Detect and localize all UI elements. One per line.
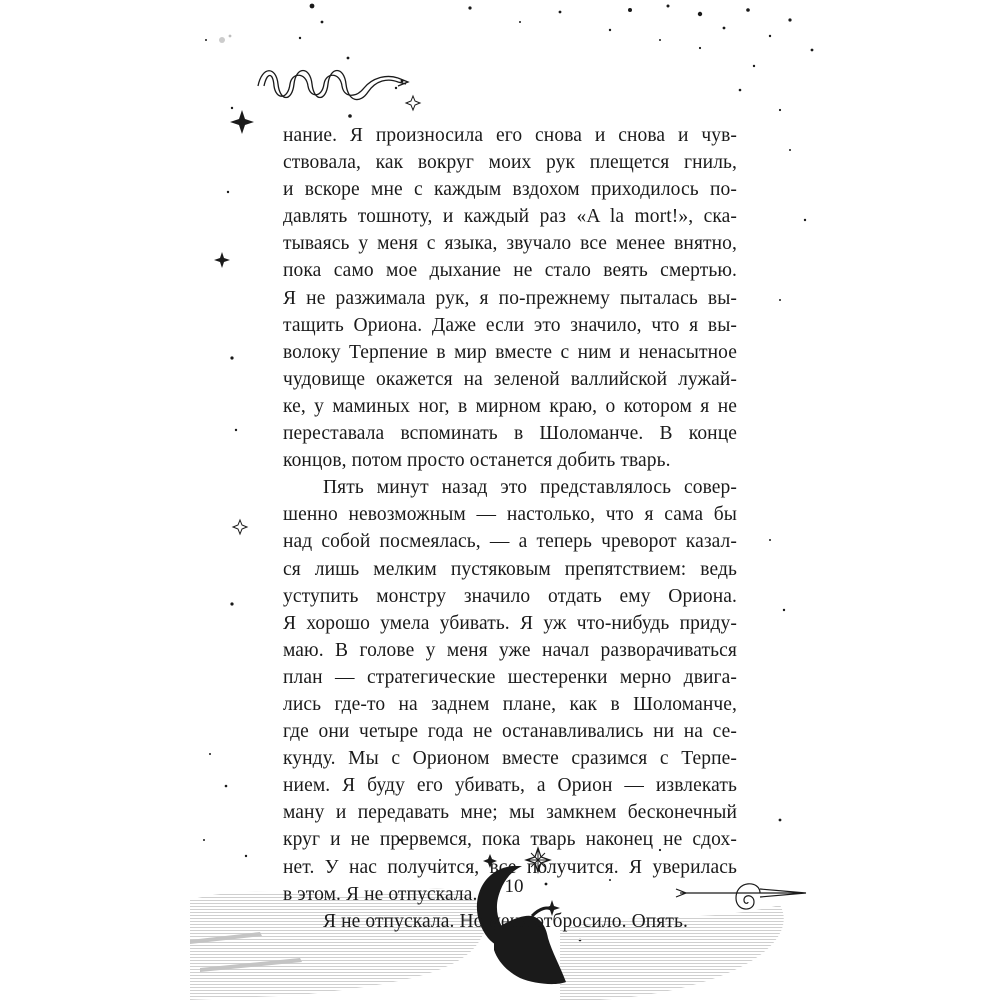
text-line: план — стратегические шестеренки мерно двига- <box>283 666 737 688</box>
paragraph-start-line: Я не отпускала. Но меня отбросило. Опять. <box>323 910 688 932</box>
paragraph-end-line: концов, потом просто останется добить тварь. <box>283 450 671 472</box>
text-line: волоку Терпение в мир вместе с ним и ненасытное <box>283 341 737 363</box>
page-number: 10 <box>504 876 524 897</box>
snake-icon <box>258 71 408 100</box>
text-line: и вскоре мне с каждым вздохом приходилось по- <box>283 179 737 201</box>
ink-splatter-top-left <box>205 4 397 118</box>
text-line: тащить Ориона. Даже если это значило, что я вы- <box>283 314 737 336</box>
text-line: чудовище окажется на зеленой валлийской лужай- <box>283 368 737 390</box>
text-line: давлять тошноту, и каждый раз «A la mort!», ска- <box>283 206 737 228</box>
text-line: Я хорошо умела убивать. Я уж что-нибудь приду- <box>283 612 737 634</box>
text-line: ману и передавать мне; мы замкнем бесконечный <box>283 802 737 824</box>
paragraph-start-line: Пять минут назад это представлялось совер- <box>323 477 737 499</box>
text-line: уступить монстру значило отдать ему Ориона. <box>283 585 737 607</box>
spiral-icon <box>736 884 760 909</box>
text-line: Я не разжимала рук, я по-прежнему пыталась вы- <box>283 287 737 309</box>
paragraph-end-line: в этом. Я не отпускала. <box>283 883 478 905</box>
text-line: ке, у маминых ног, в мирном краю, о котором я не <box>283 395 737 417</box>
text-line: пока само мое дыхание не стало веять смертью. <box>283 260 737 282</box>
text-line: лись где-то на заднем плане, как в Шоломанче, <box>283 693 737 715</box>
text-line: тываясь у меня с языка, звучало все менее внятно, <box>283 233 737 255</box>
text-line: маю. В голове у меня уже начал разворачиваться <box>283 639 737 661</box>
text-line: круг и не прервемся, пока тварь наконец не сдох- <box>283 829 737 851</box>
text-line: кунду. Мы с Орионом вместе сразимся с Терпе- <box>283 748 737 770</box>
text-line: переставала вспоминать в Шоломанче. В конце <box>283 423 737 445</box>
body-text <box>283 122 737 935</box>
text-line: шенно невозможным — настолько, что я сама бы <box>283 504 737 526</box>
text-line: над собой посмеялась, — а теперь чреворот казал- <box>283 531 737 553</box>
text-line: где они четыре года не останавливались ни на се- <box>283 721 737 743</box>
text-line: ствовала, как вокруг моих рук плещется гниль, <box>283 152 737 174</box>
text-line: нет. У нас получится, все получится. Я уверилась <box>283 856 737 878</box>
text-line: нание. Я произносила его снова и снова и чув- <box>283 125 737 146</box>
text-line: нием. Я буду его убивать, а Орион — извлекать <box>283 775 737 797</box>
text-line: ся лишь мелким пустяковым препятствием: ведь <box>283 558 737 580</box>
